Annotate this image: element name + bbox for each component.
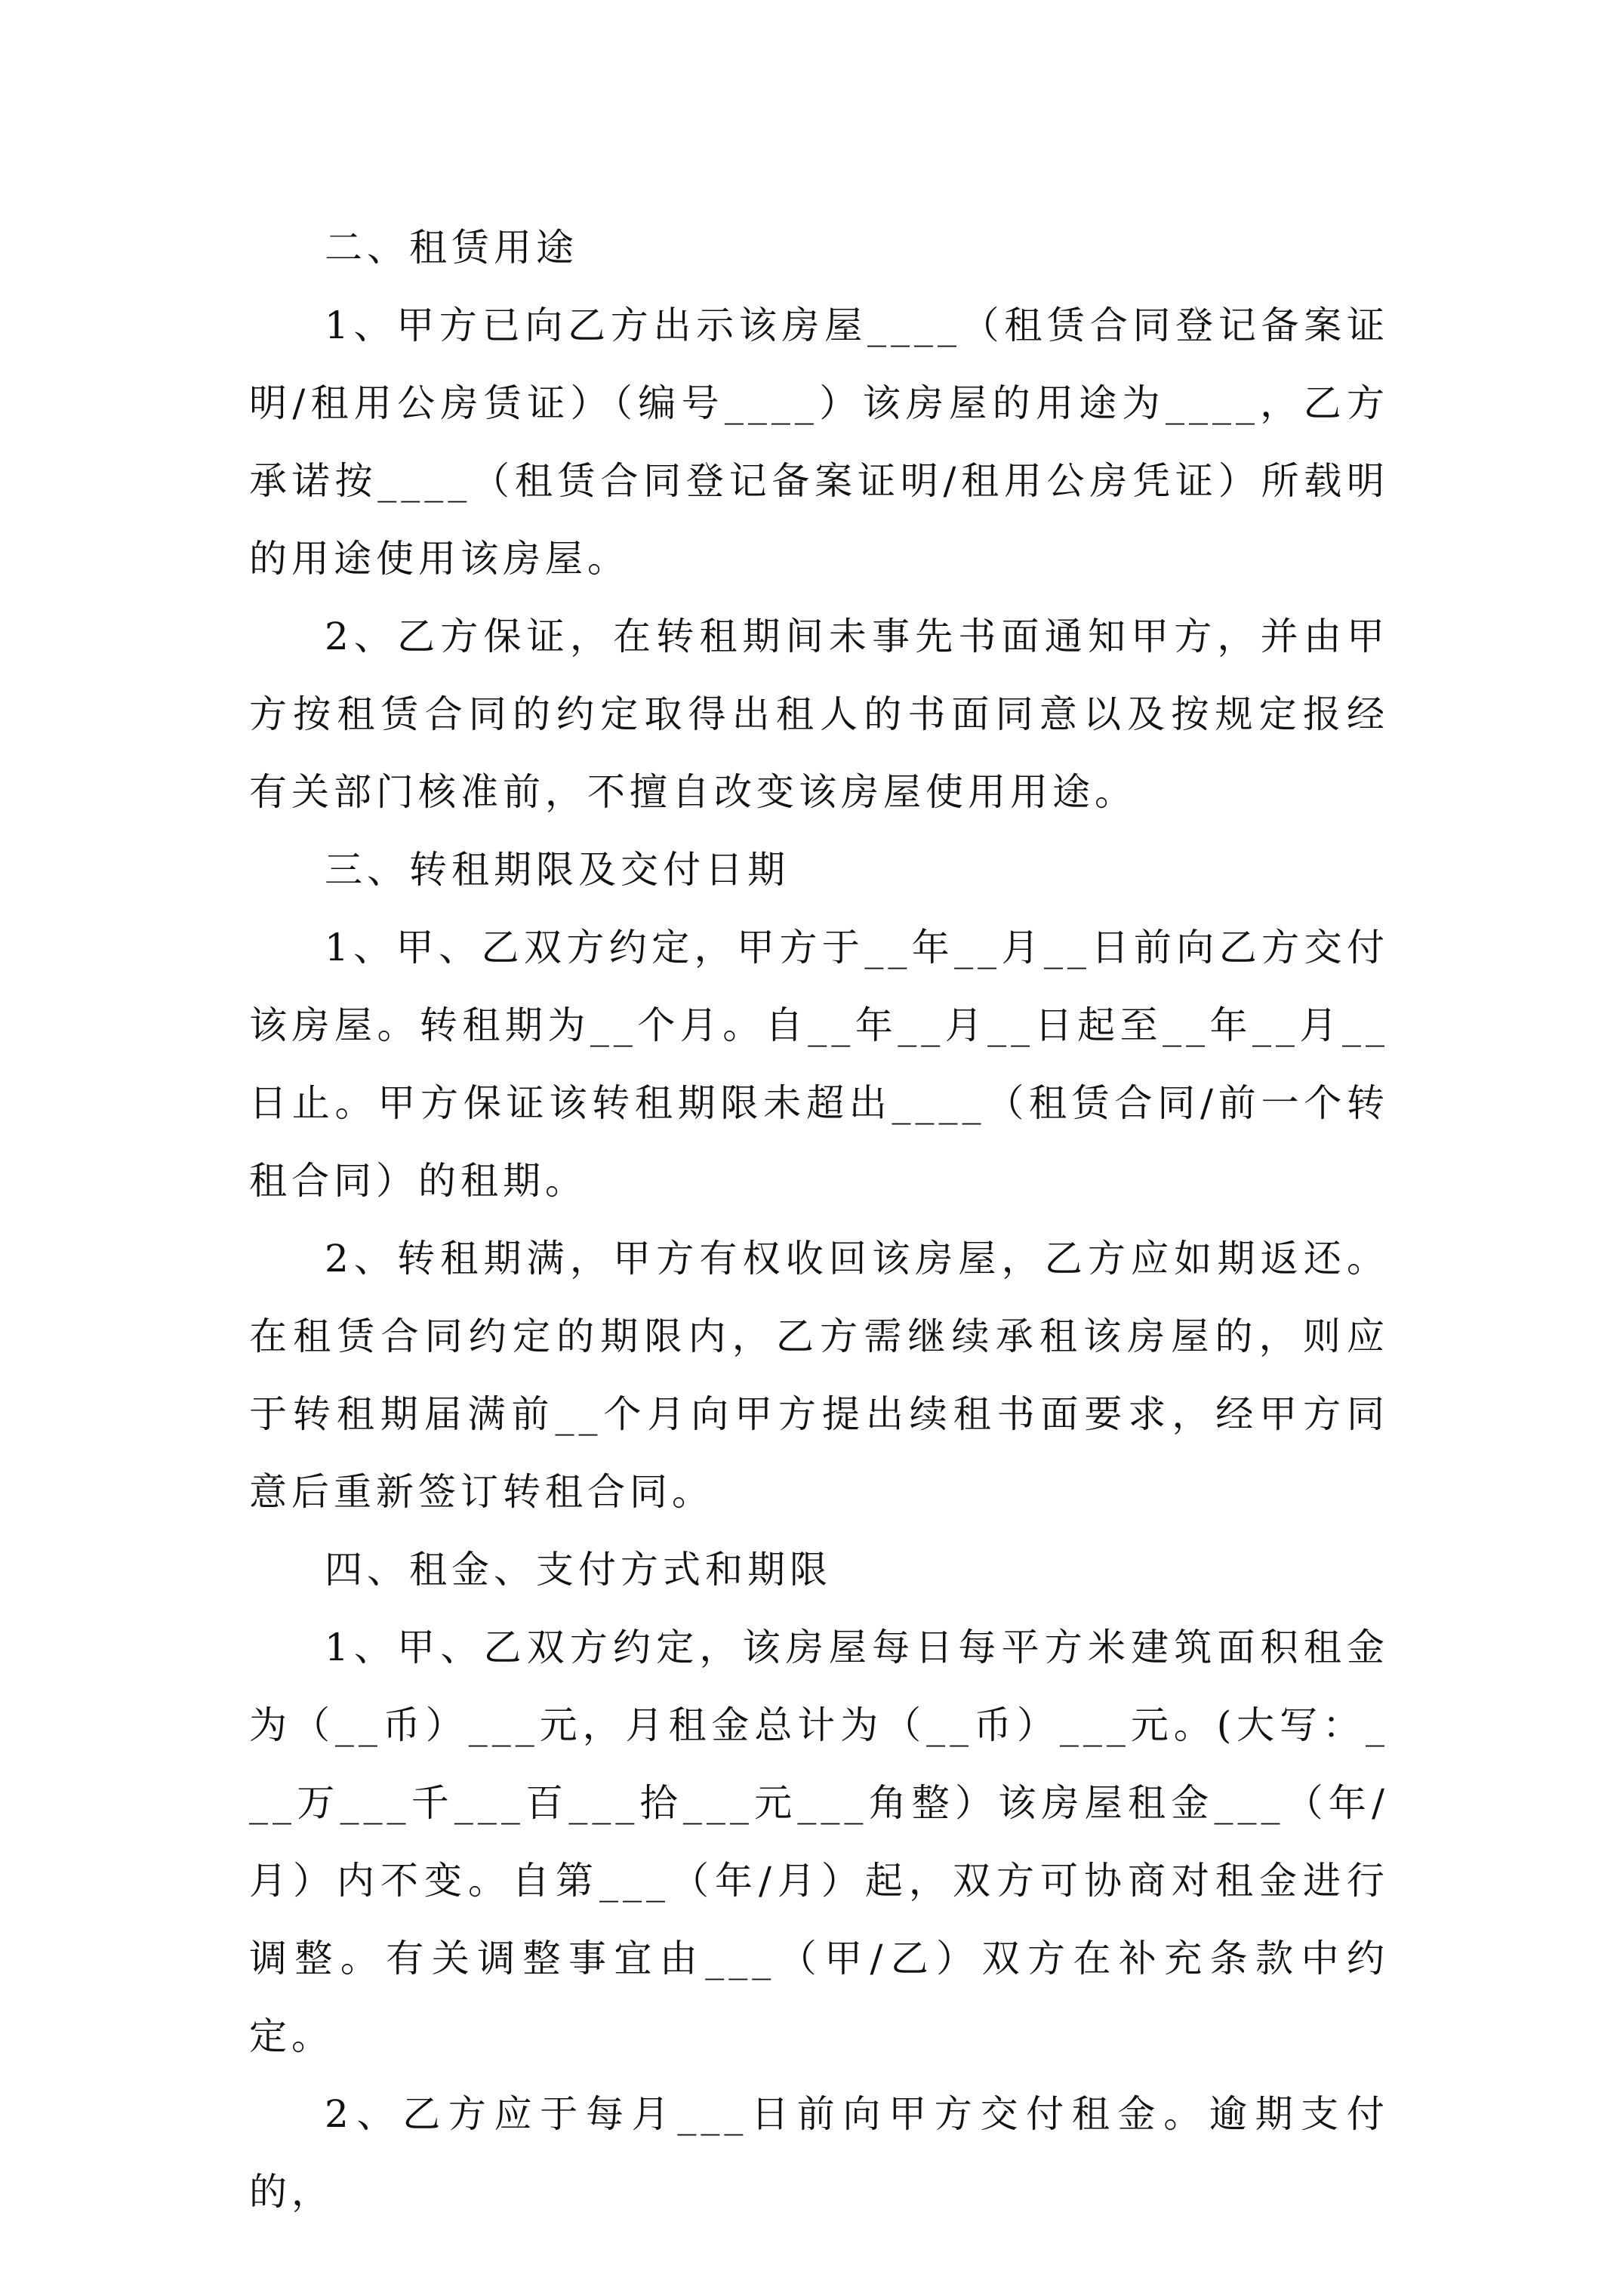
clause-3-1-term-agreement: 1、甲、乙双方约定，甲方于__年__月__日前向乙方交付该房屋。转租期为__个月。自__年__月__日起至__年__月__日止。甲方保证该转租期限未超出____（租赁合同/前一个转租合同）的租期。 xyxy=(249,926,1389,1203)
section-heading-rental-use: 二、租赁用途 xyxy=(325,226,578,270)
document-body xyxy=(249,209,1389,2231)
clause-4-1-rent-amount: 1、甲、乙双方约定，该房屋每日每平方米建筑面积租金为（__币）___元，月租金总计为（__币）___元。(大写：___万___千___百___拾___元___角整）该房屋租金___（年/月）内不变。自第___（年/月）起，双方可协商对租金进行调整。有关调整事宜由___（甲/乙）双方在补充条款中约定。 xyxy=(249,1626,1389,2058)
clause-3-2-expiry-renewal: 2、转租期满，甲方有权收回该房屋，乙方应如期返还。在租赁合同约定的期限内，乙方需继续承租该房屋的，则应于转租期届满前__个月向甲方提出续租书面要求，经甲方同意后重新签订转租合同。 xyxy=(249,1237,1389,1514)
clause-2-1-use-statement: 1、甲方已向乙方出示该房屋____（租赁合同登记备案证明/租用公房赁证）（编号____）该房屋的用途为____，乙方承诺按____（租赁合同登记备案证明/租用公房凭证）所载明的用途使用该房屋。 xyxy=(249,304,1389,581)
clause-2-2-use-guarantee: 2、乙方保证，在转租期间未事先书面通知甲方，并由甲方按租赁合同的约定取得出租人的书面同意以及按规定报经有关部门核准前，不擅自改变该房屋使用用途。 xyxy=(249,615,1389,814)
clause-4-2-payment-due: 2、乙方应于每月___日前向甲方交付租金。逾期支付的， xyxy=(249,2092,1389,2214)
section-heading-rent-payment: 四、租金、支付方式和期限 xyxy=(325,1548,832,1592)
section-heading-term-and-delivery: 三、转租期限及交付日期 xyxy=(325,848,790,892)
